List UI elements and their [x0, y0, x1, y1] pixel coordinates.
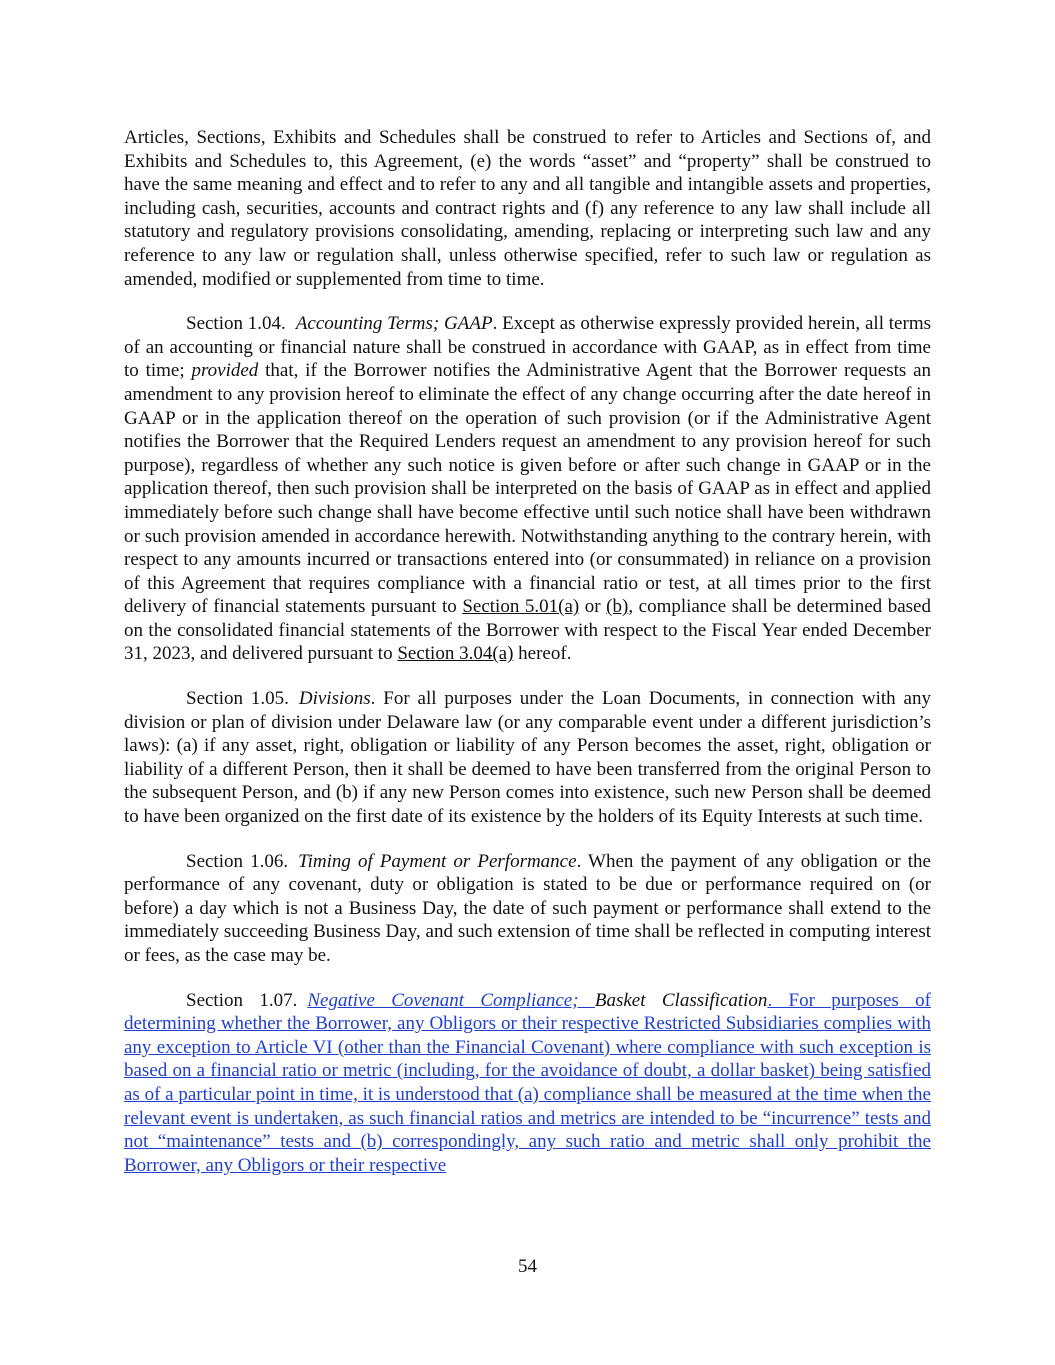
section-text: that, if the Borrower notifies the Administrative Agent that the Borrower requests an amendment to any provision hereof to eliminate the effect of any change occurring after the date hereof in GAAP or in the application thereof on the operation of such provision (or if the Administrative Agent notifies the Borrower that the Required Lenders request an amendment to any provision hereof for such purpose), regardless of whether any such notice is given before or after such change in GAAP or in the application thereof, then such provision shall be interpreted on the basis of GAAP as in effect and applied immediately before such change shall have become effective until such notice shall have been withdrawn or such provision amended in accordance herewith. Notwithstanding anything to the contrary herein, with respect to any amounts incurred or transactions entered into (or consummated) in reliance on a provision of this Agreement that requires compliance with a financial ratio or test, at all times prior to the first delivery of financial statements pursuant to [124, 360, 932, 618]
section-title: Divisions [298, 688, 371, 710]
inserted-title: Negative Covenant Compliance; [307, 989, 595, 1011]
section-number: Section 1.04. [186, 313, 286, 335]
section-1-07 [124, 989, 931, 1178]
page-number: 54 [518, 1256, 537, 1277]
section-title: Accounting Terms; GAAP [295, 313, 493, 335]
section-title: Timing of Payment or Performance [298, 850, 577, 872]
section-reference[interactable]: Section 5.01(a) [462, 596, 580, 618]
section-number: Section 1.05. [186, 688, 289, 710]
section-text: . When the payment of any obligation or the performance of any covenant, duty or obligation is stated to be due or performance required on (or before) a day which is not a Business Day, the date of such payment or performance shall extend to the immediately succeeding Business Day, and such extension of time shall be reflected in computing interest or fees, as the case may be. [124, 850, 931, 966]
inserted-text: . For purposes of determining whether the Borrower, any Obligors or their respective Restricted Subsidiaries complies with any exception to Article VI (other than the Financial Covenant) where compliance with such exception is based on a financial ratio or metric (including, for the avoidance of doubt, a dollar basket) being satisfied as of a particular point in time, it is understood that (a) compliance shall be measured at the time when the relevant event is undertaken, as such financial ratios and metrics are intended to be “incurrence” tests and not “maintenance” tests and (b) correspondingly, any such ratio and metric shall only prohibit the Borrower, any Obligors or their respective [124, 989, 931, 1176]
section-reference[interactable]: (b) [606, 596, 629, 618]
section-text: . Except as otherwise expressly provided herein, all terms of an accounting or financial nature shall be construed in accordance with GAAP, as in effect from time to time; [124, 313, 931, 382]
paragraph-continuation: Articles, Sections, Exhibits and Schedules shall be construed to refer to Articles and Sections of, and Exhibits and Schedules to, this Agreement, (e) the words “asset” and “property” shall be construed to have the same meaning and effect and to refer to any and all tangible and intangible assets and properties, including cash, securities, accounts and contract rights and (f) any reference to any law shall include all statutory and regulatory provisions consolidating, amending, replacing or interpreting such law and any reference to any law or regulation shall, unless otherwise specified, refer to such law or regulation as amended, modified or supplemented from time to time. [124, 127, 931, 290]
section-1-05 [124, 687, 931, 829]
section-number: Section 1.06. [186, 850, 289, 872]
section-text: hereof. [513, 643, 572, 665]
provided-term: provided [191, 360, 259, 382]
section-text: . For all purposes under the Loan Documents, in connection with any division or plan of division under Delaware law (or any comparable event under a different jurisdiction’s laws): (a) if any asset, right, obligation or liability of any Person becomes the asset, right, obligation or liability of a different Person, then it shall be deemed to have been transferred from the original Person to the subsequent Person, and (b) if any new Person comes into existence, such new Person shall be deemed to have been organized on the first date of its existence by the holders of its Equity Interests at such time. [124, 688, 931, 828]
section-1-06 [124, 850, 931, 968]
section-title: Basket Classification [594, 989, 768, 1011]
section-text: , compliance shall be determined based on the consolidated financial statements of the Borrower with respect to the Fiscal Year ended December 31, 2023, and delivered pursuant to [124, 596, 931, 665]
section-text: or [579, 596, 607, 618]
document-page [124, 126, 931, 1177]
section-1-04 [124, 312, 931, 666]
section-reference[interactable]: Section 3.04(a) [397, 643, 514, 665]
section-number: Section 1.07. [186, 989, 298, 1011]
